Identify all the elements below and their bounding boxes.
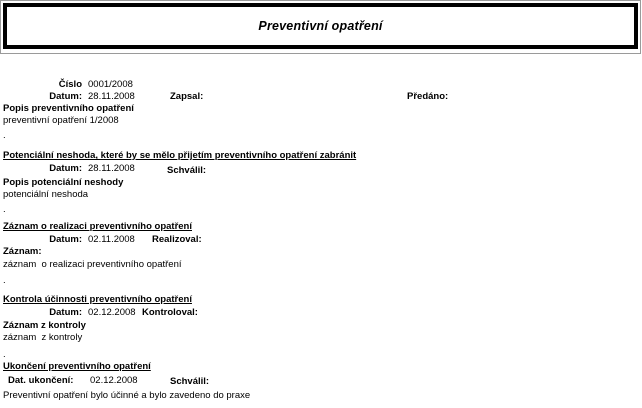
terminator-dot: . (3, 130, 6, 141)
datum-value: 28.11.2008 (88, 91, 135, 102)
terminator-dot: . (3, 275, 6, 286)
ukonceni-schvalil-label: Schválil: (170, 376, 210, 387)
popis-opatreni-label: Popis preventivního opatření (3, 103, 134, 114)
predano-label: Předáno: (407, 91, 449, 102)
report-title-box (3, 3, 638, 49)
cislo-label: Číslo (58, 79, 82, 90)
zapsal-label: Zapsal: (170, 91, 204, 102)
realizoval-label: Realizoval: (152, 234, 202, 245)
datum-label: Datum: (49, 91, 82, 102)
report-title: Preventivní opatření (258, 19, 383, 33)
kontrola-datum-value: 02.12.2008 (88, 307, 136, 318)
neshoda-datum-value: 28.11.2008 (88, 163, 135, 174)
terminator-dot: . (3, 349, 6, 360)
ukonceni-datum-label: Dat. ukončení: (8, 375, 74, 386)
ukonceni-datum-value: 02.12.2008 (90, 375, 138, 386)
neshoda-popis-label: Popis potenciální neshody (3, 177, 124, 188)
neshoda-popis-value: potenciální neshoda (3, 189, 89, 200)
realizace-heading: Záznam o realizaci preventivního opatření (3, 221, 192, 232)
neshoda-schvalil-label: Schválil: (167, 165, 207, 176)
ukonceni-zaver-value: Preventivní opatření bylo účinné a bylo zavedeno do praxe (3, 390, 251, 401)
realizace-datum-value: 02.11.2008 (88, 234, 135, 245)
realizace-zaznam-value: záznam o realizaci preventivního opatření (3, 259, 182, 270)
row-cislo (0, 79, 642, 91)
kontrola-zaznam-label: Záznam z kontroly (3, 320, 86, 331)
row-ukonceni-datum (0, 375, 642, 387)
kontrola-heading: Kontrola účinnosti preventivního opatření (3, 294, 192, 305)
realizace-zaznam-label: Záznam: (3, 246, 42, 257)
ukonceni-heading: Ukončení preventivního opatření (3, 361, 151, 372)
neshoda-datum-label: Datum: (49, 163, 82, 174)
row-datum-zapsal (0, 91, 642, 103)
popis-opatreni-value: preventivní opatření 1/2008 (3, 115, 119, 126)
row-neshoda-datum (0, 163, 642, 175)
row-realizace-datum (0, 234, 642, 246)
cislo-value: 0001/2008 (88, 79, 133, 90)
kontrola-datum-label: Datum: (49, 307, 82, 318)
row-kontrola-datum (0, 307, 642, 319)
kontrola-zaznam-value: záznam z kontroly (3, 332, 83, 343)
kontroloval-label: Kontroloval: (142, 307, 198, 318)
neshoda-heading: Potenciální neshoda, které by se mělo přijetím preventivního opatření zabránit (3, 150, 357, 161)
realizace-datum-label: Datum: (49, 234, 82, 245)
terminator-dot: . (3, 204, 6, 215)
